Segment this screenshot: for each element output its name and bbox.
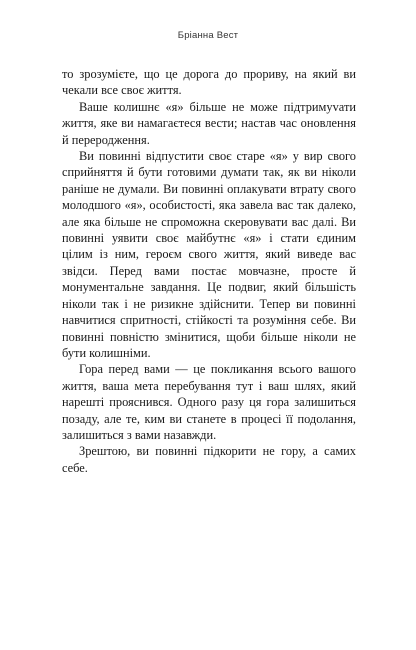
paragraph: Ви повинні відпустити своє старе «я» у вир свого сприйняття й бути готовими думати так, як ви ніколи раніше не думали. Ви повинні оплакувати втрату свого молодшого «я», особистості, яка завела вас так далеко, але яка більше не спроможна скеровувати вас далі. Ви повинні уявити своє майбутнє «я» і стати єдиним цілим із ним, героєм свого життя, який виведе вас звідси. Перед вами постає мовчазне, просте й монументальне завдання. Це подвиг, який більшість ніколи так і не ризикне здійснити. Тепер ви повинні навчитися спритності, стійкості та розуміння себе. Ви повинні повністю змінитися, щоби більше ніколи не бути колишніми. [62, 149, 356, 360]
body-text [62, 66, 356, 476]
paragraph: Зрештою, ви повинні підкорити не гору, а самих себе. [62, 444, 356, 475]
paragraph: Гора перед вами — це покликання всього вашого життя, ваша мета перебування тут і ваш шлях, який нарешті прояснився. Одного разу ця гора залишиться позаду, але те, ким ви станете в процесі її подолання, залишиться з вами назавжди. [62, 362, 356, 442]
paragraph-continuation: то зрозумієте, що це дорога до прориву, на який ви чекали все своє життя. [62, 67, 356, 98]
paragraph: Ваше колишнє «я» більше не може підтримуvати життя, яке ви намагаєтеся вести; настав час оновлення й переродження. [62, 99, 356, 147]
running-header-author: Бріанна Вест [177, 30, 239, 41]
